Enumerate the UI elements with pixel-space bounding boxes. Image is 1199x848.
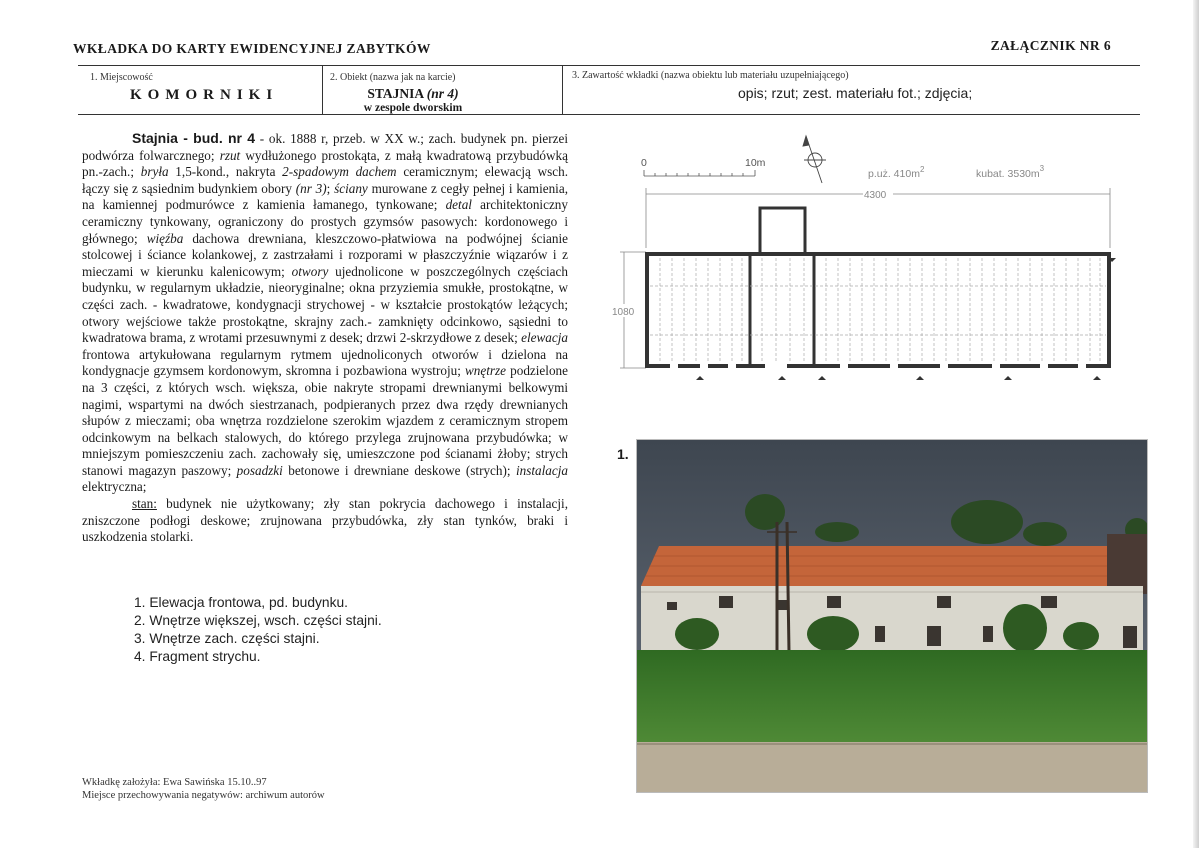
condition-text: budynek nie użytkowany; zły stan pokrycia dachowego i instalacji, zniszczone podłogi deskowe; zrujnowana przybudówka, zły stan tynków, braki i uszkodzenia stolarki. [82, 496, 568, 545]
header-top-rule [78, 65, 1140, 66]
photo-front-elevation [636, 439, 1148, 793]
caption-item: 3. Wnętrze zach. części stajni. [134, 631, 320, 646]
floor-plan-drawing [600, 128, 1140, 388]
plan-outer-walls [647, 254, 1109, 366]
description-lead: Stajnia - bud. nr 4 [132, 130, 256, 146]
author-note: Wkładkę założyła: Ewa Sawińska 15.10..97 [82, 777, 267, 788]
scale-start-label: 0 [641, 157, 647, 169]
annex-label: ZAŁĄCZNIK NR 6 [990, 38, 1111, 53]
place-label: 1. Miejscowość [90, 72, 153, 83]
caption-item: 4. Fragment strychu. [134, 649, 261, 664]
object-value-number: (nr 4) [426, 86, 459, 101]
contents-value: opis; rzut; zest. materiału fot.; zdjęcia; [738, 85, 973, 101]
caption-item: 2. Wnętrze większej, wsch. części stajni. [134, 613, 382, 628]
plan-annex-outline [760, 208, 805, 254]
object-value-main: STAJNIA [367, 86, 424, 101]
footer-notes [82, 776, 325, 802]
condition-label: stan: [132, 496, 157, 512]
scale-end-label: 10m [745, 157, 766, 169]
place-value: KOMORNIKI [130, 87, 279, 103]
photo-caption-list [134, 594, 382, 666]
dirt-road [637, 742, 1147, 792]
caption-item: 1. Elewacja frontowa, pd. budynku. [134, 595, 348, 610]
meadow [637, 650, 1147, 744]
adjacent-building [1107, 534, 1147, 594]
entrance-marker-icons [696, 258, 1116, 380]
usable-area-label: p.uż. $410m^2$ [868, 165, 925, 180]
document-title: WKŁADKA DO KARTY EWIDENCYJNEJ ZABYTKÓW [73, 41, 431, 56]
length-dimension-label: 4300 [864, 190, 887, 201]
scale-bar [644, 170, 755, 176]
object-label: 2. Obiekt (nazwa jak na karcie) [330, 72, 456, 83]
building-description: Stajnia - bud. nr 4 - ok. 1888 r, przeb. w XX w.; zach. budynek pn. pierzei podwórza folwarcznego; rzut wydłużonego prostokąta, z małą kwadratową przybudówką pn.-zach.; bryła 1,5-kond., nakryta 2-spadowym dachem ceramicznym; elewacją wsch. łączy się z sąsiednim budynkiem obory (nr 3); ściany murowane z cegły pełnej i kamienia, na kamiennej podmurówce z kamienia łamanego, tynkowane; detal architektoniczny ceramiczny tynkowany, ograniczony do prostych gzymsów pasowych: kordonowego i głównego; więźba dachowa drewniana, kleszczowo-płatwiowa na podwójnej ścianie stolcowej i ściance kolankowej, z zastrzałami i rozporami w płaszczyźnie wiązarów i z mieczami w kierunku kalenicowym; otwory ujednolicone w poszczególnych częściach budynku, w regularnym układzie, nieoryginalne; okna przyziemia smukłe, prostokątne, w części zach. - kwadratowe, kondygnacji strychowej - w kształcie prostokątów leżących; otwory wejściowe także prostokątne, skrajny zach.- zamknięty odcinkowo, sąsiedni to kwadratowa brama, z wrotami przesuwnymi z desek; drzwi 2-skrzydłowe z desek; elewacja frontowa artykułowana regularnym rytmem ujednoliconych otworów i dzielona na kondygnacje gzymsem kordonowym, skromna i pozbawiona wystroju; wnętrze podzielone na 3 części, z których wsch. większa, obie nakryte stropami drewnianymi belkowymi nagimi, wspartymi na dwóch siestrzanach, podpieranych przez dwa rzędy drewnianych słupów z mieczami; oba wnętrza rozdzielone szerokim wjazdem z ceramicznym stropem odcinkowym na belkach stalowych, do którego przylega zrujnowana przybudówka; w mniejszym pomieszczeniu zach. zachowały się, umieszczone pod ścianami żłoby; strych stanowi magazyn paszowy; posadzki betonowe i drewniane deskowe (strych); instalacja elektryczna; stan: budynek nie użytkowany; zły stan pokrycia dachowego i instalacji, zniszczone podłogi deskowe; zrujnowana przybudówka, zły stan tynków, braki i uszkodzenia stolarki. [82, 130, 568, 545]
photo-number: 1. [617, 446, 629, 462]
plan-beam-grid [650, 258, 1106, 362]
object-value-sub: w zespole dworskim [363, 102, 463, 114]
volume-label: kubat. $3530m^3$ [976, 164, 1045, 180]
header-bottom-rule [78, 114, 1140, 115]
width-dimension-label: 1080 [612, 307, 635, 318]
scan-edge-shadow [1193, 0, 1199, 848]
header-divider-2 [562, 65, 563, 115]
object-value [330, 86, 496, 102]
contents-label: 3. Zawartość wkładki (nazwa obiektu lub materiału uzupełniającego) [572, 70, 849, 81]
storage-note: Miejsce przechowywania negatywów: archiwum autorów [82, 790, 325, 801]
header-divider-1 [322, 65, 323, 115]
north-arrow-icon [803, 136, 826, 183]
